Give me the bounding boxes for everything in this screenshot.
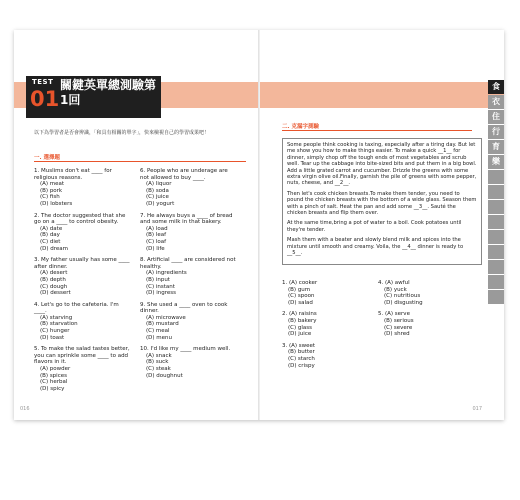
answer-option: (C) herbal (40, 379, 68, 386)
section-rule-1 (34, 161, 246, 162)
answer-option: (C) severe (384, 324, 413, 331)
question-stem: 4. Let's go to the cafeteria. I'm ____. (34, 301, 119, 315)
answer-option: (A) desert (40, 270, 68, 277)
page-title: 關鍵英單總測驗第1回 (60, 78, 157, 107)
answer-option: (C) juice (146, 194, 169, 201)
answer-option: (A) liquor (146, 181, 172, 188)
answer-option: (C) fish (40, 194, 60, 201)
question-item (378, 311, 468, 337)
question-stem: 5. To make the salad tastes better, you can sprinkle some ____ to add flavors in it. (34, 346, 130, 366)
passage-paragraph: Some people think cooking is taxing, especially after a tiring day. But let me show you how to make things easier. To make a quick __1__ for dinner, simply chop off the tough ends of most vegetables and scrub well. Tear up the cabbage into bite-sized bits and put them in a big bowl. Add a little grated carrot and cucumber. Drizzle the greens with some extra virgin olive oil.Finally, garnish the pile of greens with some pepper, nuts, cheese, and __2__. (287, 142, 477, 187)
question-item (282, 343, 372, 369)
answer-option: (B) starvation (40, 321, 78, 328)
chapter-tab[interactable] (488, 200, 504, 214)
page-number-right: 017 (472, 406, 482, 412)
answer-option: (A) load (146, 225, 168, 232)
answer-option: (C) instant (146, 283, 175, 290)
question-item (34, 346, 132, 392)
question-stem: 7. He always buys a ____ of bread and some milk in that bakery. (140, 212, 233, 226)
answer-option: (B) soda (146, 187, 169, 194)
answer-option: (C) dough (40, 283, 68, 290)
section-heading-2: 二. 克漏字測驗 (282, 124, 320, 130)
left-page (14, 30, 258, 420)
answer-option: (B) yuck (384, 286, 407, 293)
answer-option: (D) disgusting (384, 299, 423, 306)
question-stem: 1. (A) cooker (282, 280, 318, 286)
chapter-tab[interactable]: 住 (488, 110, 504, 124)
question-stem: 1. Muslims don't eat ____ for religious reasons. (34, 168, 112, 181)
question-item (378, 280, 468, 306)
answer-option: (C) meal (146, 328, 170, 335)
answer-option: (B) input (146, 276, 170, 283)
question-item (140, 257, 238, 297)
answer-option: (B) spices (40, 372, 67, 379)
chapter-tab[interactable] (488, 275, 504, 289)
book-spread (14, 30, 504, 420)
answer-option: (C) glass (288, 324, 313, 331)
intro-text: 以下為學習者是否會辨識，「和具有相關的單字」，快來檢視自己的學習成果吧！ (34, 130, 210, 136)
answer-option: (A) snack (146, 352, 172, 359)
test-label: TEST (32, 78, 54, 86)
question-item (282, 280, 372, 306)
answer-option: (D) ingress (146, 290, 177, 297)
answer-option: (B) day (40, 232, 60, 239)
question-stem: 2. (A) raisins (282, 311, 317, 318)
passage-paragraph: Mash them with a beater and slowly blend milk and spices into the mixture until smooth and creamy. Voila, the __4__ dinner is ready to __5__. (287, 237, 464, 257)
question-stem: 10. I'd like my ____ medium well. (140, 346, 231, 353)
chapter-tab[interactable] (488, 170, 504, 184)
answer-option: (A) powder (40, 366, 71, 373)
answer-option: (C) spoon (288, 293, 315, 300)
answer-option: (D) yogurt (146, 200, 175, 207)
chapter-tab[interactable] (488, 185, 504, 199)
question-item (34, 302, 132, 342)
chapter-tab[interactable] (488, 245, 504, 259)
answer-option: (C) nutritious (384, 293, 421, 300)
chapter-tab[interactable]: 育 (488, 140, 504, 154)
test-number: 01 (30, 87, 60, 111)
answer-option: (D) doughnut (146, 372, 183, 379)
answer-option: (B) suck (146, 359, 169, 366)
chapter-tab[interactable]: 食 (488, 80, 504, 94)
answer-option: (B) gum (288, 286, 311, 293)
question-stem: 2. The doctor suggested that she go on a ____ to control obesity. (34, 212, 126, 226)
answer-option: (C) diet (40, 238, 61, 245)
answer-option: (C) loaf (146, 238, 167, 245)
answer-option: (D) crispy (288, 362, 315, 369)
answer-option: (B) serious (384, 317, 414, 324)
answer-option: (D) menu (146, 334, 172, 341)
answer-option: (B) leaf (146, 232, 167, 239)
answer-option: (D) salad (288, 299, 313, 306)
answer-option: (B) pork (40, 187, 63, 194)
question-item (140, 213, 238, 253)
chapter-tab[interactable]: 樂 (488, 155, 504, 169)
answer-option: (A) microwave (146, 314, 186, 321)
question-stem: 3. My father usually has some ____ after dinner. (34, 257, 130, 270)
answer-option: (C) hunger (40, 328, 70, 335)
question-item (140, 346, 238, 379)
question-stem: 5. (A) serve (378, 311, 410, 318)
chapter-tab[interactable]: 行 (488, 125, 504, 139)
section-rule-2 (282, 130, 472, 131)
header-band-right (260, 82, 504, 108)
answer-option: (D) dessert (40, 290, 71, 297)
question-stem: 9. She used a ____ oven to cook dinner. (140, 301, 228, 315)
answer-option: (B) mustard (146, 321, 179, 328)
question-item (282, 311, 372, 337)
question-column-2 (140, 168, 238, 384)
answer-option: (D) life (146, 245, 165, 252)
question-stem: 4. (A) awful (378, 280, 410, 286)
answer-option: (D) juice (288, 331, 312, 338)
chapter-tab[interactable] (488, 260, 504, 274)
answer-option: (B) bakery (288, 317, 317, 324)
answer-option: (D) dream (40, 245, 69, 252)
answer-option: (D) spicy (40, 385, 65, 392)
question-item (34, 213, 132, 253)
answer-option: (C) steak (146, 366, 171, 373)
chapter-tab[interactable] (488, 215, 504, 229)
answer-option: (D) toast (40, 334, 65, 341)
answer-option: (C) starch (288, 355, 315, 362)
answer-option: (B) butter (288, 349, 315, 356)
cloze-passage (282, 138, 482, 265)
chapter-tab[interactable] (488, 230, 504, 244)
question-stem: 3. (A) sweet (282, 342, 316, 349)
page-number-left: 016 (20, 406, 30, 412)
answer-option: (D) lobsters (40, 200, 73, 207)
question-stem: 8. Artificial ____ are considered not healthy. (140, 257, 236, 270)
answer-column-right (378, 280, 468, 343)
question-column-1 (34, 168, 132, 397)
answer-option: (A) meat (40, 181, 65, 188)
section-heading-1: 一. 選擇題 (34, 155, 61, 161)
question-item (34, 168, 132, 208)
chapter-tabs (488, 80, 504, 305)
chapter-tab[interactable]: 衣 (488, 95, 504, 109)
answer-column-left (282, 280, 372, 374)
answer-option: (A) ingredients (146, 270, 187, 277)
question-stem: 6. People who are underage are not allowed to buy ____. (140, 168, 228, 181)
answer-option: (D) shred (384, 331, 410, 338)
passage-paragraph: At the same time,bring a pot of water to a boil. Cook potatoes until they're tender. (287, 220, 462, 233)
question-item (140, 302, 238, 342)
chapter-tab[interactable] (488, 290, 504, 304)
answer-option: (A) starving (40, 314, 73, 321)
passage-paragraph: Then let's cook chicken breasts.To make them tender, you need to pound the chicken breasts with the bottom of a wide glass. Season them with a pinch of salt. Heat the pan and add some __3__. Sauté the chicken breasts and flip them over. (287, 190, 477, 217)
answer-option: (A) date (40, 225, 63, 232)
right-page (260, 30, 504, 420)
question-item (34, 257, 132, 297)
answer-option: (B) depth (40, 276, 66, 283)
question-item (140, 168, 238, 208)
